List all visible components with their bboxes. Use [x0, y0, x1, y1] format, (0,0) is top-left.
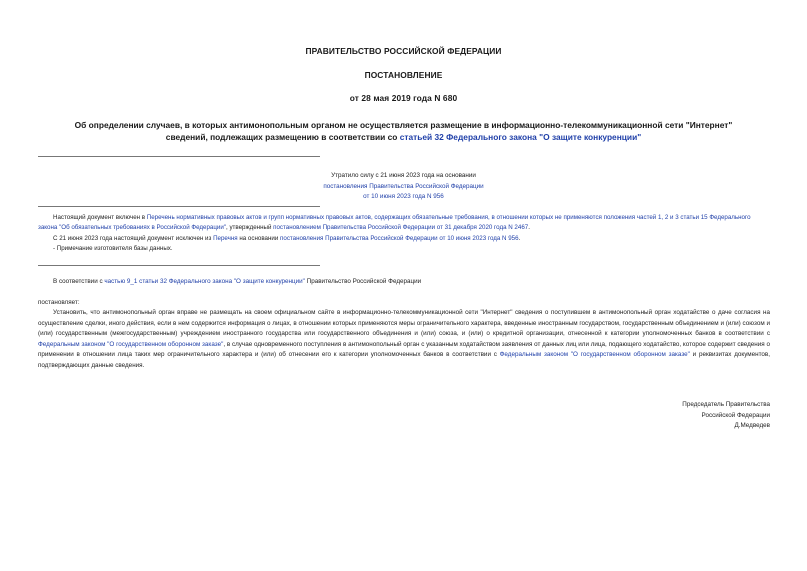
preamble: [38, 277, 770, 288]
decree-body: [38, 308, 770, 372]
body-text: Установить, что антимонопольный орган вправе не размещать на своем официальном сайте в информационно-телекоммуникационной сети "Интернет" сведения о поступившем в антимонопольный орган ходатайстве о даче согласия на осуществление сделки, иного действия, если в нем содержится информация о лицах, в отношении которых применяются меры ограничительного характера, введенные иностранным государством, государственным объединением и (или) союзом и (или) государственным (межгосударственным) учреждением иностранного государства или государственного объединения и (или) союза, и (или) о кредитной организации, отнесенной к категории уполномоченных банков в соответствии с: [38, 309, 770, 338]
signature-name: Д.Медведев: [734, 422, 770, 430]
note-text: , утвержденный: [226, 224, 274, 232]
title-line-2-text: сведений, подлежащих размещению в соответствии со: [165, 132, 400, 142]
title-line-2: [0, 131, 807, 143]
title-law-link[interactable]: статьей 32 Федерального закона "О защите конкуренции": [399, 132, 642, 142]
status-link-date[interactable]: от 10 июня 2023 года N 956: [363, 193, 444, 200]
status-link-resolution[interactable]: постановления Правительства Российской Федерации: [323, 182, 484, 190]
note-text: .: [528, 224, 530, 232]
status-block: [0, 171, 807, 203]
divider: [38, 265, 320, 266]
body-text: , в случае одновременного поступления в антимонопольный орган с указанным ходатайством заявления от данных лиц или лица, подающего ходатайство, которое содержит сведения о применении в отношении лица таких мер ограничительного характера и (или) об отнесении его к категории уполномоченных банков в соответствии с: [38, 340, 770, 359]
note-text: .: [518, 234, 521, 242]
body-text: и реквизитах документов, подтверждающих данные сведения.: [38, 351, 770, 369]
note-link-list-2[interactable]: Перечня: [213, 234, 238, 242]
doc-type-heading: ПОСТАНОВЛЕНИЕ: [364, 70, 443, 80]
note-paragraph: [38, 213, 770, 234]
note-text: С 21 июня 2023 года настоящий документ исключен из: [53, 234, 214, 242]
note-text: на основании: [237, 234, 281, 242]
title-line-1: Об определении случаев, в которых антимонопольным органом не осуществляется размещение в информационно-телекоммуникационной сети "Интернет": [74, 120, 733, 130]
decree-word: постановляет:: [38, 299, 80, 306]
divider: [38, 156, 320, 157]
date-number-heading: от 28 мая 2019 года N 680: [349, 93, 458, 103]
note-text: Настоящий документ включен в: [53, 214, 147, 221]
signature-block: [682, 400, 770, 432]
preamble-text: В соответствии с: [53, 278, 105, 285]
status-line: Утратило силу с 21 июня 2023 года на основании: [331, 172, 476, 179]
signature-position: Председатель Правительства: [682, 401, 770, 408]
preamble-law-link[interactable]: частью 9_1 статьи 32 Федерального закона "О защите конкуренции": [104, 278, 305, 285]
preamble-text: Правительство Российской Федерации: [304, 278, 422, 285]
document-title: [0, 119, 807, 143]
divider: [38, 206, 320, 207]
note-paragraph: [38, 234, 770, 244]
issuer-heading: ПРАВИТЕЛЬСТВО РОССИЙСКОЙ ФЕДЕРАЦИИ: [305, 46, 502, 56]
note-link-resolution-956[interactable]: постановления Правительства Российской Федерации от 10 июня 2023 года N 956: [280, 234, 519, 242]
note-footer: - Примечание изготовителя базы данных.: [53, 245, 173, 253]
note-link-resolution-2467[interactable]: постановлением Правительства Российской Федерации от 31 декабря 2020 года N 2467: [273, 224, 529, 232]
editor-note: [38, 213, 770, 255]
note-link-list[interactable]: Перечень нормативных правовых актов и групп нормативных правовых актов, содержащих обязательные требования, в отношении которых не применяются положения частей 1, 2 и 3 статьи 15 Федерального закона "Об обязательных требованиях в Российской Федерации": [38, 214, 751, 232]
signature-position-2: Российской Федерации: [701, 411, 770, 419]
body-law-link-1[interactable]: Федеральным законом "О государственном оборонном заказе": [38, 340, 224, 348]
body-law-link-2[interactable]: Федеральным законом "О государственном оборонном заказе": [499, 351, 690, 359]
